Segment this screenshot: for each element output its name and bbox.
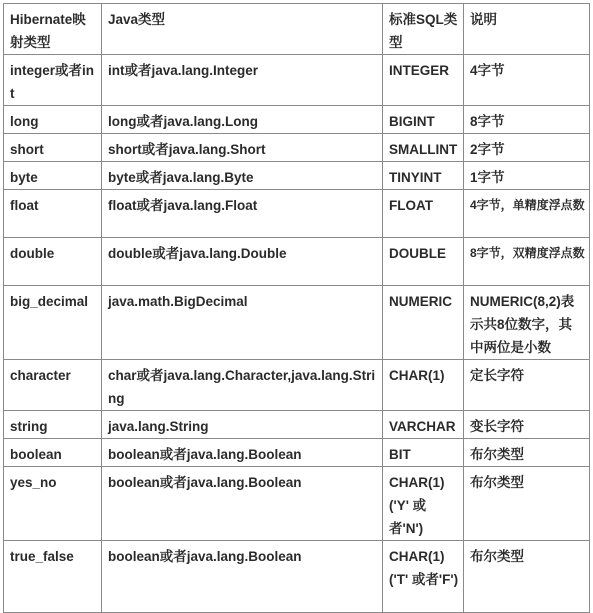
cell-description: 布尔类型	[464, 541, 590, 613]
cell-sql-type: FLOAT	[383, 190, 464, 238]
cell-java-type: float或者java.lang.Float	[102, 190, 383, 238]
cell-sql-type: DOUBLE	[383, 238, 464, 286]
cell-sql-type: TINYINT	[383, 162, 464, 190]
cell-description: 2字节	[464, 134, 590, 162]
cell-java-type: short或者java.lang.Short	[102, 134, 383, 162]
cell-hibernate-type: float	[4, 190, 102, 238]
table-row	[4, 134, 590, 162]
cell-description: 4字节	[464, 55, 590, 106]
cell-java-type: boolean或者java.lang.Boolean	[102, 439, 383, 467]
cell-java-type: boolean或者java.lang.Boolean	[102, 467, 383, 541]
table-row	[4, 286, 590, 360]
cell-description: 布尔类型	[464, 439, 590, 467]
cell-hibernate-type: yes_no	[4, 467, 102, 541]
cell-java-type: long或者java.lang.Long	[102, 106, 383, 134]
cell-description: NUMERIC(8,2)表示共8位数字，其中两位是小数	[464, 286, 590, 360]
table-row	[4, 190, 590, 238]
table-row	[4, 439, 590, 467]
table-header-row	[4, 4, 590, 55]
cell-hibernate-type: byte	[4, 162, 102, 190]
cell-hibernate-type: character	[4, 360, 102, 411]
table-row	[4, 162, 590, 190]
cell-hibernate-type: short	[4, 134, 102, 162]
cell-hibernate-type: double	[4, 238, 102, 286]
cell-java-type: byte或者java.lang.Byte	[102, 162, 383, 190]
cell-hibernate-type: true_false	[4, 541, 102, 613]
hibernate-type-mapping-table	[3, 3, 590, 613]
cell-description: 布尔类型	[464, 467, 590, 541]
cell-sql-type: VARCHAR	[383, 411, 464, 439]
header-sql-type: 标准SQL类型	[383, 4, 464, 55]
table-row	[4, 238, 590, 286]
cell-sql-type: CHAR(1)('Y' 或者'N')	[383, 467, 464, 541]
cell-hibernate-type: boolean	[4, 439, 102, 467]
header-description: 说明	[464, 4, 590, 55]
cell-sql-type: CHAR(1)('T' 或者'F')	[383, 541, 464, 613]
cell-java-type: double或者java.lang.Double	[102, 238, 383, 286]
cell-sql-type: NUMERIC	[383, 286, 464, 360]
cell-hibernate-type: long	[4, 106, 102, 134]
table-row	[4, 360, 590, 411]
cell-description: 4字节，单精度浮点数	[464, 190, 590, 238]
cell-hibernate-type: big_decimal	[4, 286, 102, 360]
cell-sql-type: INTEGER	[383, 55, 464, 106]
cell-description: 变长字符	[464, 411, 590, 439]
cell-java-type: boolean或者java.lang.Boolean	[102, 541, 383, 613]
header-hibernate-type: Hibernate映射类型	[4, 4, 102, 55]
header-java-type: Java类型	[102, 4, 383, 55]
table-row	[4, 411, 590, 439]
cell-description: 1字节	[464, 162, 590, 190]
cell-java-type: char或者java.lang.Character,java.lang.String	[102, 360, 383, 411]
cell-sql-type: SMALLINT	[383, 134, 464, 162]
cell-java-type: java.math.BigDecimal	[102, 286, 383, 360]
cell-hibernate-type: integer或者int	[4, 55, 102, 106]
table-row	[4, 106, 590, 134]
table-row	[4, 467, 590, 541]
table-row	[4, 541, 590, 613]
cell-java-type: java.lang.String	[102, 411, 383, 439]
cell-sql-type: BIT	[383, 439, 464, 467]
cell-description: 8字节	[464, 106, 590, 134]
table-row	[4, 55, 590, 106]
cell-sql-type: BIGINT	[383, 106, 464, 134]
cell-java-type: int或者java.lang.Integer	[102, 55, 383, 106]
cell-description: 定长字符	[464, 360, 590, 411]
cell-description: 8字节，双精度浮点数	[464, 238, 590, 286]
cell-sql-type: CHAR(1)	[383, 360, 464, 411]
cell-hibernate-type: string	[4, 411, 102, 439]
